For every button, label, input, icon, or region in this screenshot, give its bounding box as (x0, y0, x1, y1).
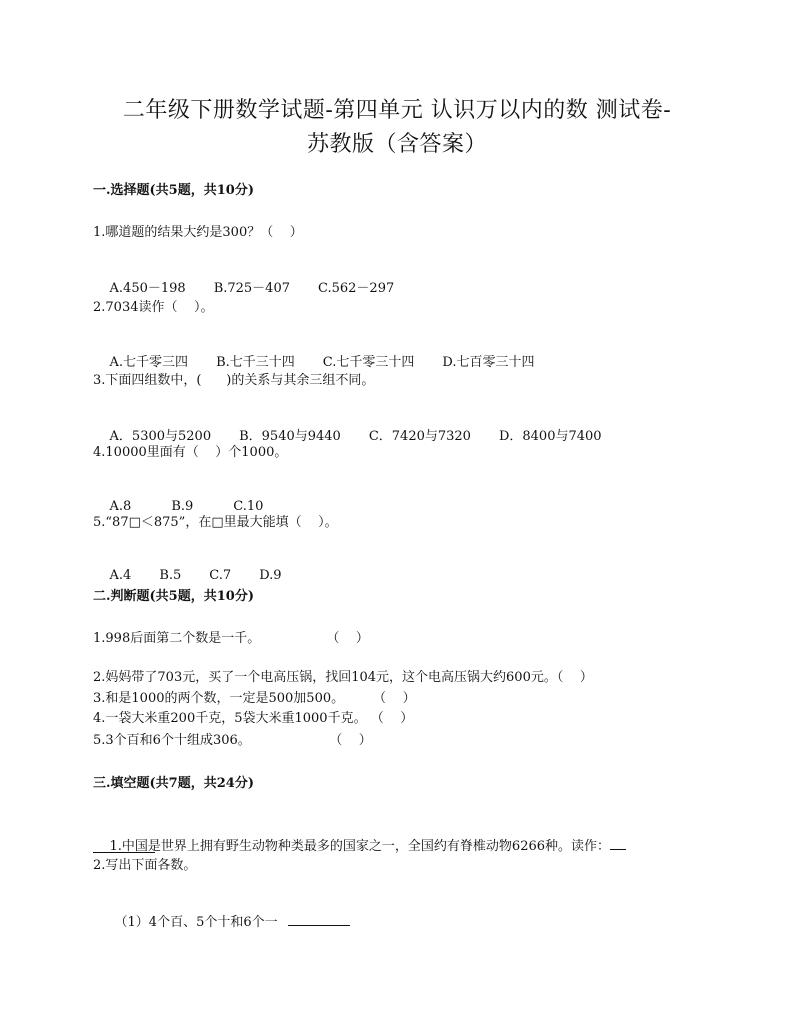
option-c: C.七千零三十四 (322, 355, 415, 370)
option-b: B.5 (159, 568, 182, 583)
fill-question-2-part-1-text: （1）4个百、5个十和6个一 (114, 915, 278, 930)
answer-blank-continued[interactable] (93, 838, 155, 853)
section-heading-judge: 二.判断题(共5题，共10分) (93, 589, 254, 604)
choice-question-5: 5.“87□＜875”，在□里最大能填（ ）。 (93, 515, 338, 530)
section-heading-fill: 三.填空题(共7题，共24分) (93, 776, 254, 791)
option-a: A.七千零三四 (109, 355, 189, 370)
document-title-line-1: 二年级下册数学试题-第四单元 认识万以内的数 测试卷- (122, 98, 672, 123)
choice-question-2: 2.7034读作（ ）。 (93, 300, 214, 315)
judge-question-1: 1.998后面第二个数是一千。 （ ） (93, 631, 369, 646)
option-a: A.8 (109, 499, 132, 514)
judge-question-2: 2.妈妈带了703元，买了一个电高压锅，找回104元，这个电高压锅大约600元。（ ） (93, 670, 593, 685)
option-a: A.4 (109, 568, 132, 583)
option-b: B.七千三十四 (216, 355, 295, 370)
option-c: C.10 (233, 499, 264, 514)
option-d: D.9 (259, 568, 282, 583)
document-title-line-2: 苏教版（含答案） (306, 132, 487, 157)
option-d: D．8400与7400 (498, 429, 602, 444)
fill-question-1-text: 1.中国是世界上拥有野生动物种类最多的国家之一，全国约有脊椎动物6266种。读作： (109, 839, 611, 854)
fill-question-2-part-1 (98, 893, 350, 950)
option-c: C.7 (209, 568, 232, 583)
option-b: B.9 (171, 499, 194, 514)
choice-question-3: 3.下面四组数中，( )的关系与其余三组不同。 (93, 373, 375, 388)
option-a: A.450－198 (109, 281, 186, 296)
judge-question-3: 3.和是1000的两个数，一定是500加500。 （ ） (93, 691, 416, 706)
section-heading-choice: 一.选择题(共5题，共10分) (93, 183, 254, 198)
option-c: C.562－297 (318, 281, 395, 296)
judge-question-5: 5.3个百和6个十组成306。 （ ） (93, 733, 372, 748)
option-a: A．5300与5200 (109, 429, 212, 444)
fill-question-2: 2.写出下面各数。 (93, 858, 197, 873)
choice-question-1: 1.哪道题的结果大约是300？（ ） (93, 225, 303, 240)
option-b: B.725－407 (213, 281, 290, 296)
judge-question-4: 4.一袋大米重200千克，5袋大米重1000千克。 （ ） (93, 711, 414, 726)
option-c: C．7420与7320 (368, 429, 471, 444)
answer-blank[interactable] (610, 835, 626, 850)
option-d: D.七百零三十四 (442, 355, 535, 370)
answer-blank[interactable] (288, 911, 350, 926)
choice-question-4: 4.10000里面有（ ）个1000。 (93, 445, 288, 460)
option-b: B．9540与9440 (239, 429, 341, 444)
